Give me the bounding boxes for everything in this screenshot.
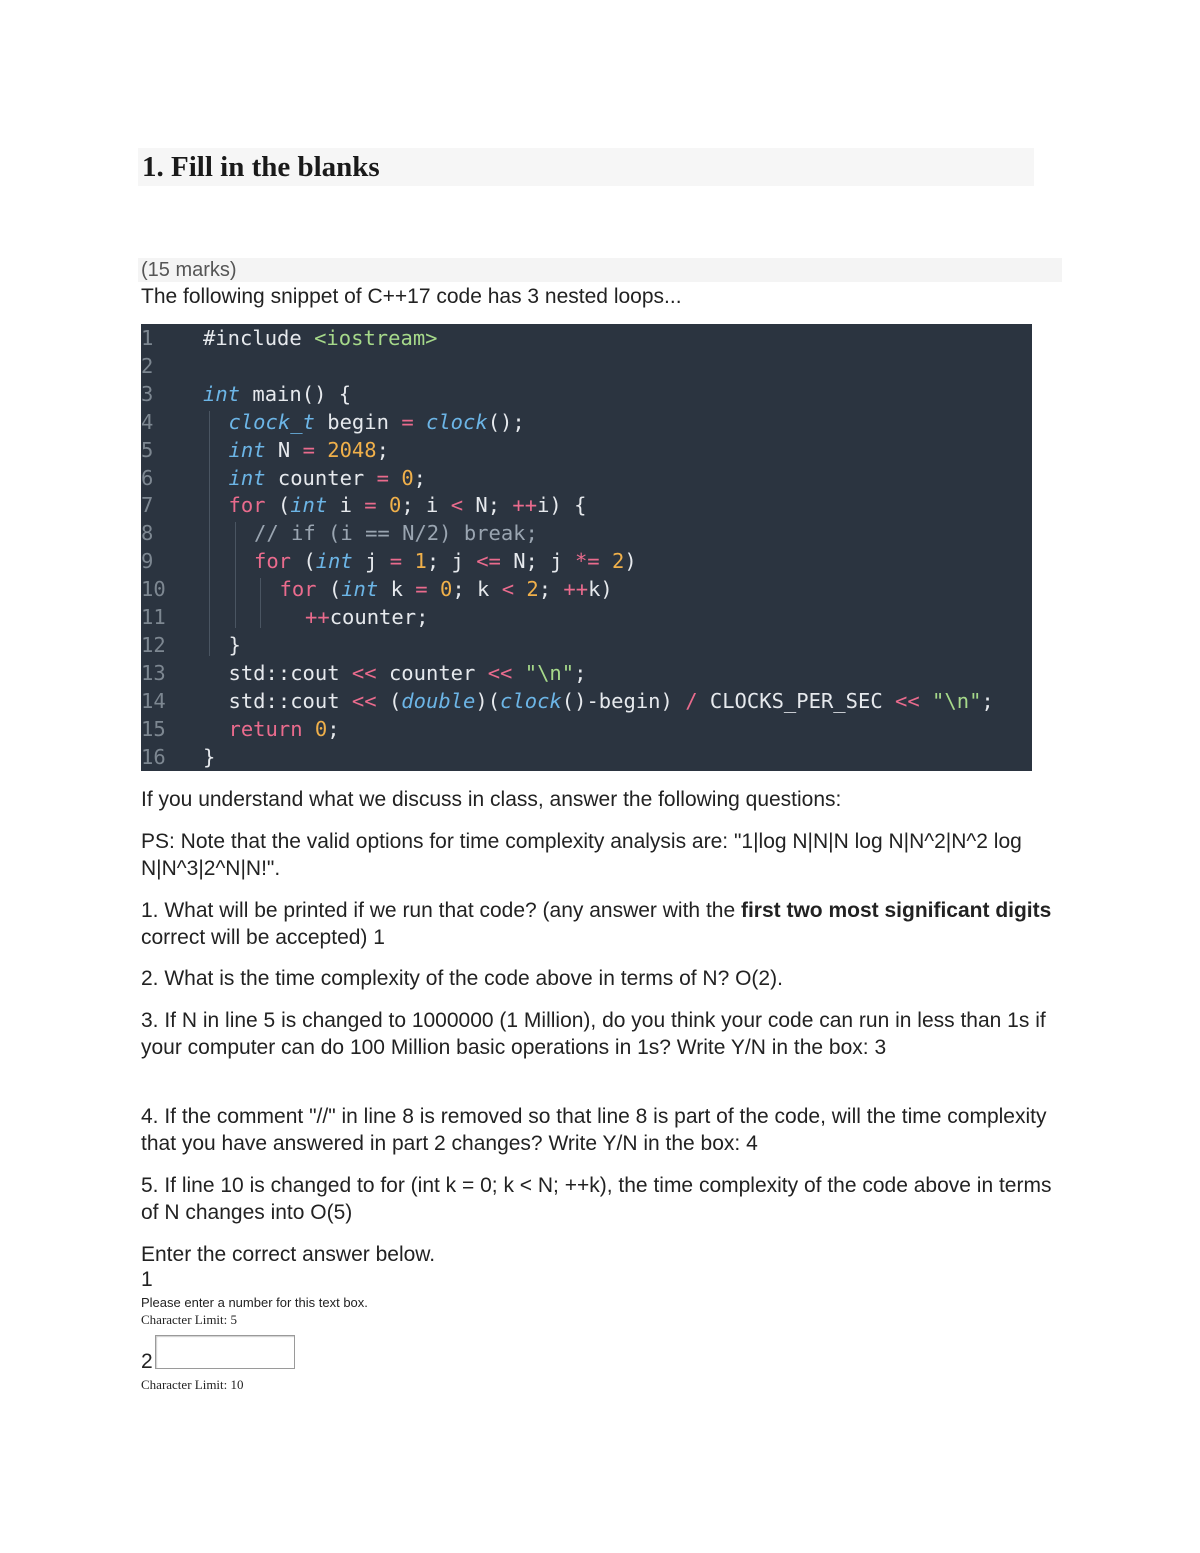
enter-answer-prompt: Enter the correct answer below. bbox=[141, 1243, 436, 1266]
code-line-text: // if (i == N/2) break; bbox=[254, 521, 538, 546]
answer-1-hint: Please enter a number for this text box. bbox=[141, 1295, 368, 1310]
code-line-number: 14 bbox=[141, 688, 166, 713]
instructions-text: If you understand what we discuss in class, answer the following questions: bbox=[141, 788, 842, 811]
code-line-number: 4 bbox=[141, 409, 154, 434]
code-line-number: 8 bbox=[141, 521, 154, 546]
code-line-number: 6 bbox=[141, 465, 154, 490]
code-line-text: for (int j = 1; j <= N; j *= 2) bbox=[254, 549, 637, 574]
question-4: 4. If the comment "//" in line 8 is removed so that line 8 is part of the code, will the time complexity that you have answered in part 2 changes? Write Y/N in the box: 4 bbox=[141, 1105, 1047, 1155]
code-line-text: clock_t begin = clock(); bbox=[228, 409, 525, 434]
code-line-number: 10 bbox=[141, 577, 166, 602]
answer-2-label: 2 bbox=[141, 1350, 153, 1373]
marks-bar bbox=[138, 258, 1062, 282]
question-2: 2. What is the time complexity of the code above in terms of N? O(2). bbox=[141, 967, 783, 990]
question-intro: The following snippet of C++17 code has 3 nested loops... bbox=[141, 285, 682, 308]
question-1-text-b: correct will be accepted) 1 bbox=[141, 926, 385, 949]
code-line-text: } bbox=[228, 632, 241, 657]
code-line-number: 15 bbox=[141, 716, 166, 741]
answer-2-input[interactable] bbox=[155, 1335, 295, 1369]
indent-guide bbox=[235, 522, 236, 628]
question-1-bold: first two most significant digits bbox=[740, 899, 1052, 922]
code-line-text: ++counter; bbox=[305, 605, 429, 629]
answer-1-label: 1 bbox=[141, 1268, 153, 1291]
code-line-text: int main() { bbox=[203, 381, 352, 406]
code-line-number: 3 bbox=[141, 381, 154, 406]
code-line-text: return 0; bbox=[228, 716, 340, 741]
complexity-note: PS: Note that the valid options for time complexity analysis are: "1|log N|N|N log N|N^2|N^2 log N|N^3|2^N|N!". bbox=[141, 830, 1022, 880]
code-line-number: 9 bbox=[141, 549, 154, 574]
code-line-number: 1 bbox=[141, 326, 154, 350]
code-line-text: for (int i = 0; i < N; ++i) { bbox=[228, 493, 587, 518]
code-line-text: #include <iostream> bbox=[203, 326, 438, 350]
code-line-text: int counter = 0; bbox=[228, 465, 426, 490]
question-3: 3. If N in line 5 is changed to 1000000 (1 Million), do you think your code can run in less than 1s if your computer can do 100 Million basic operations in 1s? Write Y/N in the box: 3 bbox=[141, 1009, 1046, 1059]
code-line-text: for (int k = 0; k < 2; ++k) bbox=[279, 577, 613, 602]
answer-2-char-limit: Character Limit: 10 bbox=[141, 1377, 244, 1392]
code-line-number: 13 bbox=[141, 660, 166, 685]
code-image bbox=[141, 324, 1032, 771]
indent-guide bbox=[209, 411, 210, 656]
code-line-text: std::cout << (double)(clock()-begin) / CLOCKS_PER_SEC << "\n"; bbox=[228, 688, 994, 713]
code-line-text: std::cout << counter << "\n"; bbox=[228, 660, 587, 685]
indent-guide bbox=[260, 578, 261, 628]
question-title: 1. Fill in the blanks bbox=[142, 151, 380, 183]
question-1 bbox=[141, 897, 1061, 951]
code-line-text: } bbox=[203, 744, 216, 769]
code-line-number: 12 bbox=[141, 632, 166, 657]
code-line-number: 16 bbox=[141, 744, 166, 769]
question-5: 5. If line 10 is changed to for (int k = 0; k < N; ++k), the time complexity of the code above in terms of N changes into O(5) bbox=[141, 1174, 1052, 1224]
code-line-number: 5 bbox=[141, 437, 154, 462]
code-line-number: 2 bbox=[141, 353, 154, 378]
answer-1-char-limit: Character Limit: 5 bbox=[141, 1312, 238, 1327]
code-line-number: 11 bbox=[141, 605, 166, 629]
question-marks: (15 marks) bbox=[141, 259, 237, 281]
question-1-text-a: 1. What will be printed if we run that code? (any answer with the bbox=[141, 899, 741, 922]
code-line-text: int N = 2048; bbox=[228, 437, 389, 462]
code-line-number: 7 bbox=[141, 493, 154, 518]
